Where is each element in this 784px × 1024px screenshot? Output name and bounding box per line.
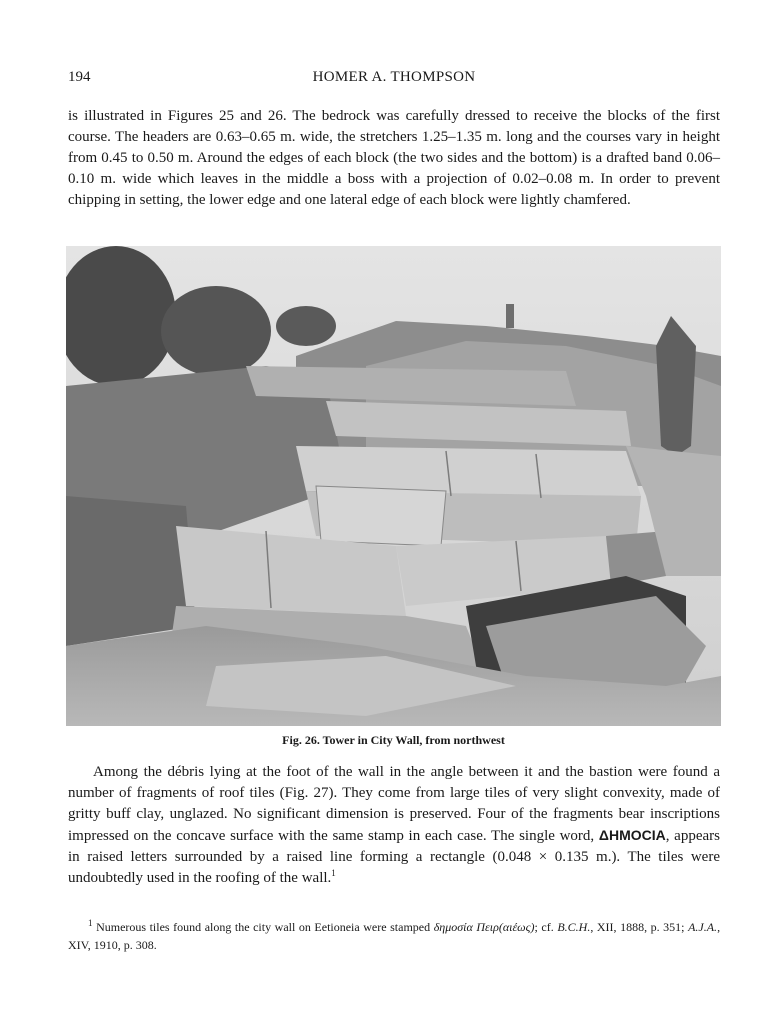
paragraph-1: is illustrated in Figures 25 and 26. The bedrock was carefully dressed to receive the blocks of the first course. The headers are 0.63–0.65 m. wide, the stretchers 1.25–1.35 m. long and the courses vary in height from 0.45 to 0.50 m. Around the edges of each block (the two sides and the bottom) is a drafted band 0.06–0.10 m. wide which leaves in the middle a boss with a projection of 0.02–0.08 m. In order to prevent chipping in setting, the lower edge and one lateral edge of each block were lightly chamfered. bbox=[68, 108, 720, 208]
footnote-marker: 1 bbox=[88, 918, 93, 928]
footnote-text-2: ; cf. bbox=[534, 920, 554, 934]
paragraph-2-text-1: Among the débris lying at the foot of the wall in the angle between it and the bastion were found a number of fragments of roof tiles (Fig. 27). They come from large tiles of very slight convexity, made of gritty buff clay, unglazed. No significant dimension is preserved. Four of the fragments bear inscriptions impressed on the concave surface with the same stamp in each case. The single word, bbox=[68, 764, 720, 844]
paragraph-2-text-2: , appears in raised letters surrounded by a raised line forming a rectangle (0.048 × 0.135 m.). The tiles were undoubtedly used in the roofing of the wall. bbox=[68, 828, 720, 886]
footnote-ref-aja: A.J.A. bbox=[688, 920, 718, 934]
footnote-greek: δημοσία Πειρ(αιέως) bbox=[433, 920, 535, 934]
footnote-text-1: Numerous tiles found along the city wall on Eetioneia were stamped bbox=[96, 920, 431, 934]
paragraph-2 bbox=[68, 762, 720, 889]
footnote bbox=[68, 918, 720, 954]
footnote-reference[interactable]: 1 bbox=[331, 868, 336, 878]
figure-photo bbox=[66, 246, 721, 726]
footnote-text-3: , XII, 1888, p. 351; bbox=[590, 920, 685, 934]
tower-photo-illustration bbox=[66, 246, 721, 726]
footnote-text-4: , XIV, 1910, p. 308. bbox=[68, 920, 721, 952]
page-number: 194 bbox=[68, 69, 91, 85]
inscription-word: ΔΗΜΟCΙΑ bbox=[598, 827, 666, 843]
page-header bbox=[68, 69, 720, 89]
figure-caption: Fig. 26. Tower in City Wall, from northwest bbox=[282, 733, 505, 747]
running-head: HOMER A. THOMPSON bbox=[312, 69, 476, 85]
footnote-ref-bch: B.C.H. bbox=[557, 920, 591, 934]
